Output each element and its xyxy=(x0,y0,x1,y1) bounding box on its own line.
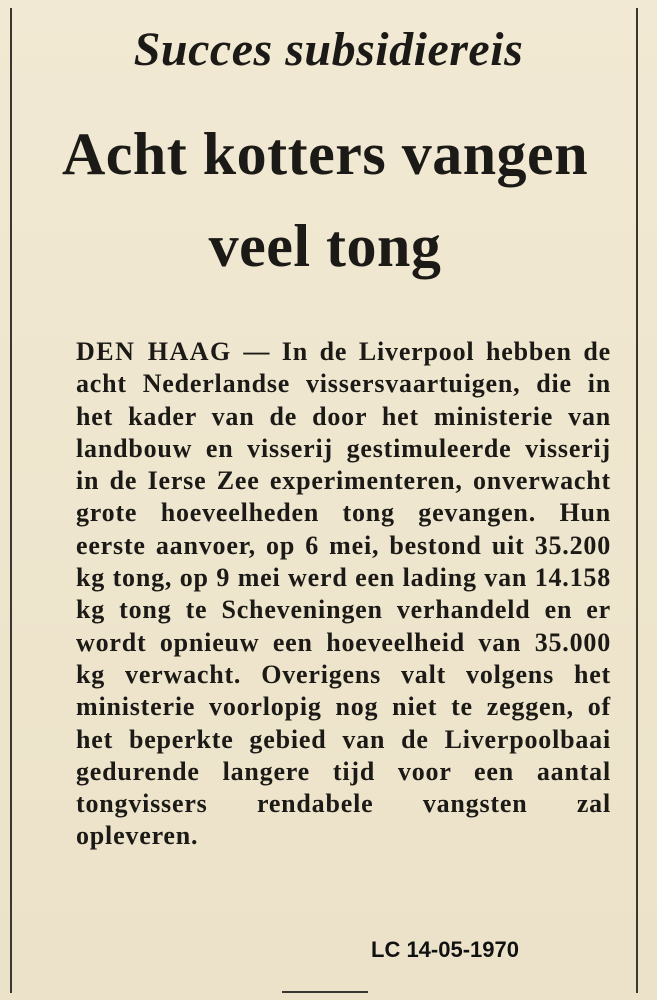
article-body-text: — In de Liverpool hebben de acht Nederlandse vissersvaartuigen, die in het kader van de door het ministerie van landbouw en visserij gestimuleerde visserij in de Ierse Zee experimenteren, onverwacht grote hoeveelheden tong gevangen. Hun eerste aanvoer, op 6 mei, bestond uit 35.200 kg tong, op 9 mei werd een lading van 14.158 kg tong te Scheveningen verhandeld en er wordt opnieuw een hoeveelheid van 35.000 kg verwacht. Overigens valt volgens het ministerie voorlopig nog niet te zeggen, of het beperkte gebied van de Liverpoolbaai gedurende langere tijd voor een aantal tongvissers rendabele vangsten zal opleveren. xyxy=(76,337,611,851)
bottom-rule xyxy=(282,991,368,993)
article-dateline: DEN HAAG xyxy=(76,337,232,366)
article-kicker: Succes subsidiereis xyxy=(133,23,524,76)
article-headline: Acht kotters vangen veel tong xyxy=(61,121,589,279)
article-body xyxy=(76,336,611,853)
column-rule-right xyxy=(636,8,638,993)
column-rule-left xyxy=(10,8,12,993)
source-credit: LC 14-05-1970 xyxy=(371,937,519,962)
